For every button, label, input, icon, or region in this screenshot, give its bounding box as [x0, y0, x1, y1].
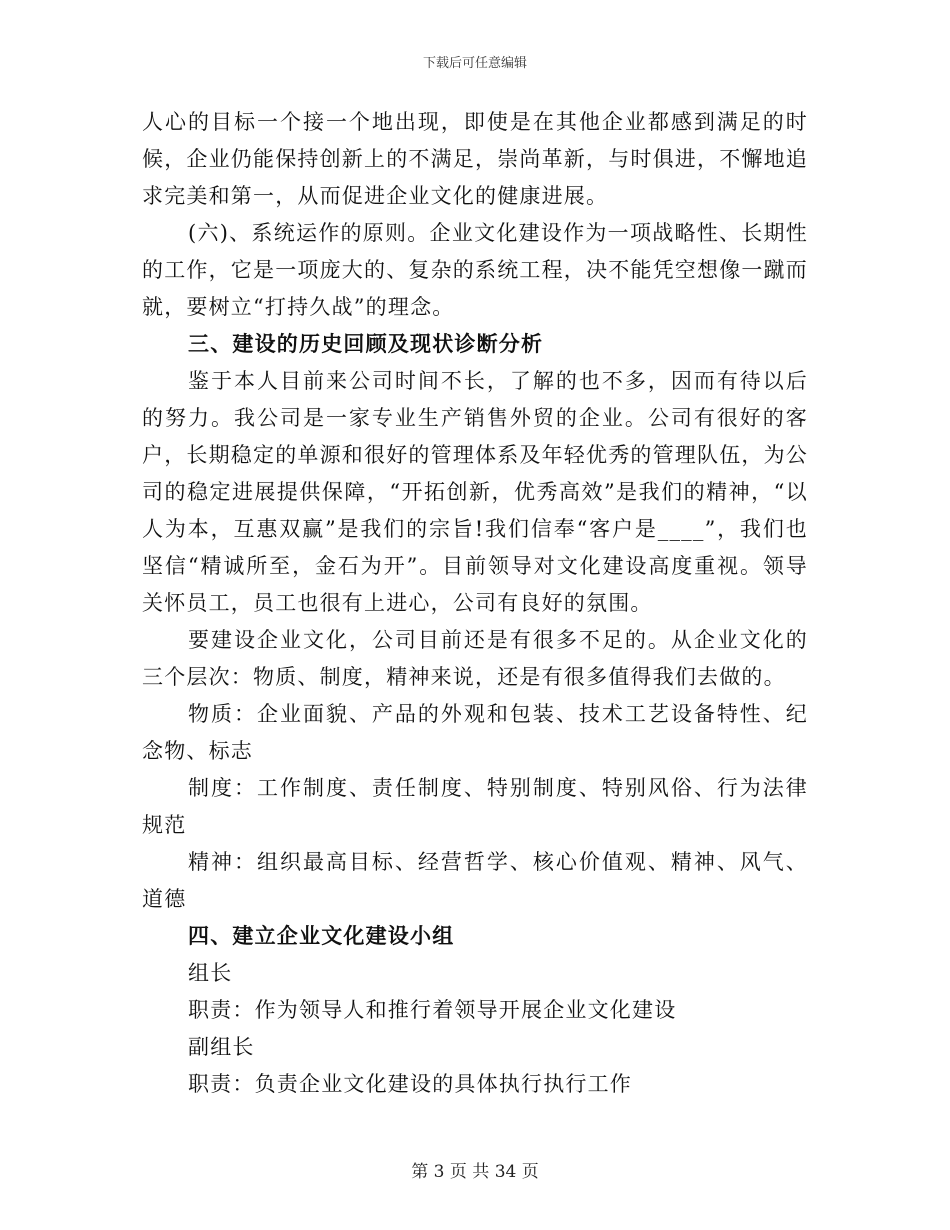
page-number: 第 3 页 共 34 页: [411, 1162, 539, 1182]
list-item-deputy-duty: 职责：负责企业文化建设的具体执行执行工作: [188, 1072, 632, 1096]
section-heading-3: 三、建设的历史回顾及现状诊断分析: [188, 332, 544, 356]
list-item-deputy-leader: 副组长: [188, 1035, 255, 1059]
paragraph-spirit: 精神：组织最高目标、经营哲学、核心价值观、精神、风气、道德: [142, 850, 808, 911]
section-heading-4: 四、建立企业文化建设小组: [188, 924, 455, 948]
document-body: [142, 104, 808, 1103]
paragraph-system: 制度：工作制度、责任制度、特别制度、特别风俗、行为法律规范: [142, 776, 808, 837]
list-item-leader-duty: 职责：作为领导人和推行着领导开展企业文化建设: [188, 998, 677, 1022]
paragraph-principle-six: (六)、系统运作的原则。企业文化建设作为一项战略性、长期性的工作，它是一项庞大的、复杂的系统工程，决不能凭空想像一蹴而就，要树立“打持久战”的理念。: [142, 221, 808, 319]
paragraph-shortcomings: 要建设企业文化，公司目前还是有很多不足的。从企业文化的三个层次：物质、制度，精神来说，还是有很多值得我们去做的。: [142, 628, 808, 689]
paragraph-company-status: 鉴于本人目前来公司时间不长，了解的也不多，因而有待以后的努力。我公司是一家专业生产销售外贸的企业。公司有很好的客户，长期稳定的单源和很好的管理体系及年轻优秀的管理队伍，为公司的稳定进展提供保障，“开拓创新，优秀高效”是我们的精神，“以人为本，互惠双赢”是我们的宗旨!我们信奉“客户是____”，我们也坚信“精诚所至，金石为开”。目前领导对文化建设高度重视。领导关怀员工，员工也很有上进心，公司有良好的氛围。: [142, 369, 808, 615]
paragraph-material: 物质：企业面貌、产品的外观和包装、技术工艺设备特性、纪念物、标志: [142, 702, 808, 763]
list-item-leader: 组长: [188, 961, 233, 985]
page-header: 下载后可任意编辑: [422, 56, 527, 71]
paragraph-continuation: 人心的目标一个接一个地出现，即使是在其他企业都感到满足的时候，企业仍能保持创新上的不满足，崇尚革新，与时俱进，不懈地追求完美和第一，从而促进企业文化的健康进展。: [142, 110, 808, 208]
